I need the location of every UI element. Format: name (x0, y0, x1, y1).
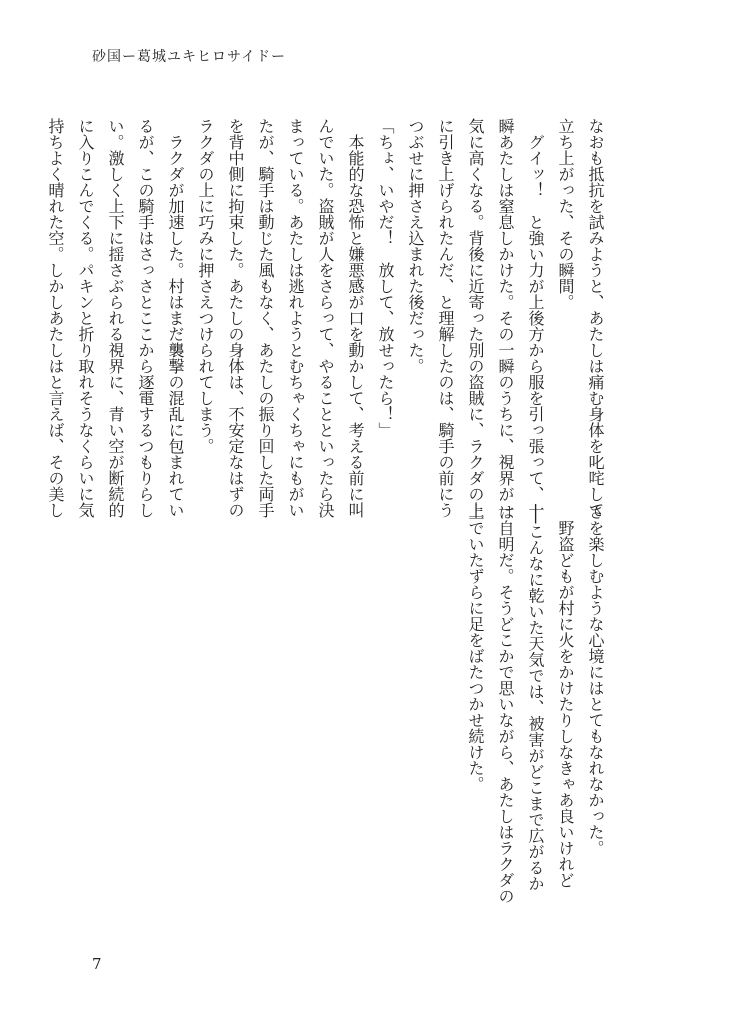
text-column: たが、騎手は動じた風もなく、あたしの振り回した両手 (256, 118, 275, 518)
text-column: 上でいたずらに足をばたつかせ続けた。 (466, 504, 485, 792)
text-column: まっている。あたしは逃れようとむちゃくちゃにもがい (286, 118, 305, 518)
text-column: つぶせに押さえ込まれた後だった。 (406, 118, 425, 374)
text-column: んでいた。盗賊が人をさらって、やることといったら決 (316, 118, 335, 518)
text-column: 気に高くなる。背後に近寄った別の盗賊に、ラクダの上 (466, 118, 485, 518)
text-column: 野盗どもが村に火をかけたりしなきゃあ良いけれど (556, 504, 575, 888)
text-column: 立ち上がった、その瞬間。 (556, 118, 575, 310)
text-column: ラクダが加速した。村はまだ襲撃の混乱に包まれてい (166, 118, 185, 518)
text-column: 瞬あたしは窒息しかけた。その一瞬のうちに、視界が一 (496, 118, 515, 518)
text-column: グイッ！ と強い力が上後方から服を引っ張って、一 (526, 118, 545, 518)
text-column: 「ちょ、いやだ！ 放して、放せったら！」 (376, 118, 395, 438)
text-column: ラクダの上に巧みに押さえつけられてしまう。 (196, 118, 215, 454)
page-number: 7 (92, 955, 102, 973)
text-column: に入りこんでくる。パキンと折り取れそうなくらいに気 (76, 118, 95, 518)
lower-text-block (460, 504, 610, 904)
text-column: るが、この騎手はさっさとここから逐電するつもりらし (136, 118, 155, 518)
text-column: を背中側に拘束した。あたしの身体は、不安定なはずの (226, 118, 245, 518)
text-column: さを楽しむような心境にはとてもなれなかった。 (586, 504, 605, 856)
text-column: 持ちよく晴れた空。しかしあたしはと言えば、その美し (46, 118, 65, 518)
text-column: ──こんなに乾いた天気では、被害がどこまで広がるか (526, 504, 545, 892)
text-column: い。激しく上下に揺さぶられる視界に、青い空が断続的 (106, 118, 125, 518)
upper-text-block (40, 118, 610, 518)
text-column: 本能的な恐怖と嫌悪感が口を動かして、考える前に叫 (346, 118, 365, 518)
text-column: は自明だ。そうどこかで思いながら、あたしはラクダの (496, 504, 515, 904)
running-header: 砂国ー葛城ユキヒロサイドー (92, 49, 287, 65)
text-column: に引き上げられたんだ、と理解したのは、騎手の前にう (436, 118, 455, 518)
text-column: なおも抵抗を試みようと、あたしは痛む身体を叱咤して (586, 118, 605, 518)
